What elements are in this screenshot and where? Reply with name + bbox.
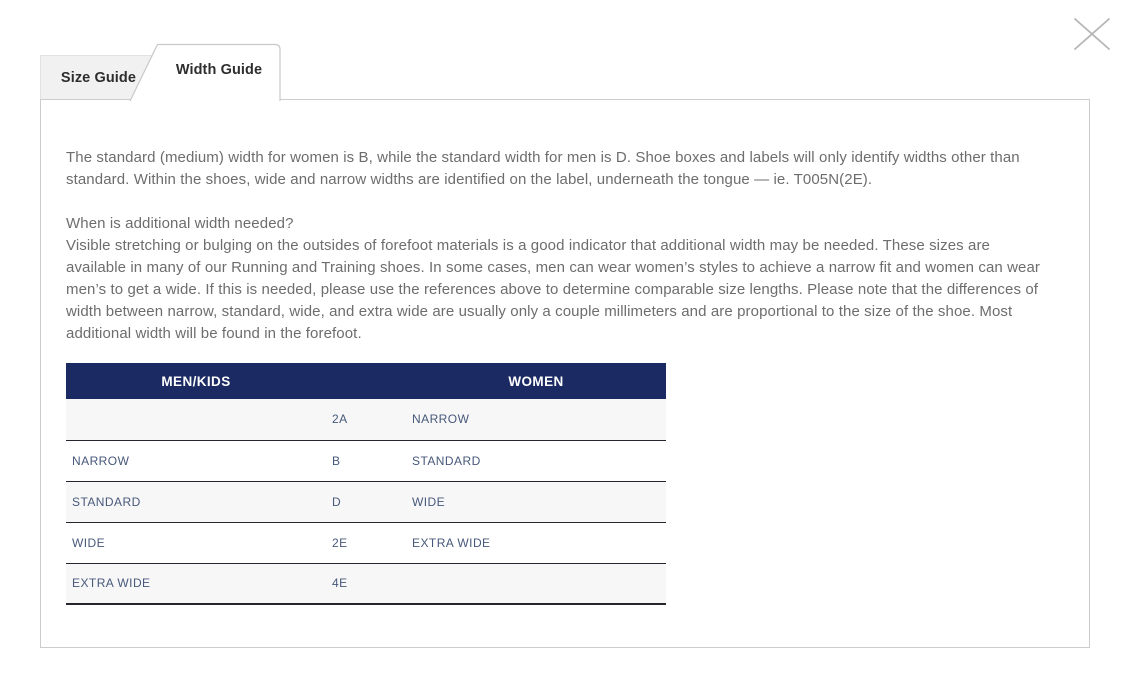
table-row	[66, 563, 666, 604]
table-header-row	[66, 363, 666, 399]
tab-size-guide-label: Size Guide	[60, 70, 137, 86]
intro-paragraph: The standard (medium) width for women is B, while the standard width for men is D. Shoe boxes and labels will only identify widths other than standard. Within the shoes, wide and narrow widths are identified on the label, underneath the tongue — ie. T005N(2E).	[66, 149, 1020, 188]
table-header-women: WOMEN	[406, 363, 666, 399]
width-guide-panel	[40, 99, 1090, 648]
close-icon	[1068, 10, 1116, 58]
table-cell: WIDE	[72, 535, 106, 550]
table-cell: 2A	[332, 412, 348, 427]
close-button[interactable]	[1068, 10, 1116, 58]
table-cell: NARROW	[72, 453, 130, 468]
width-comparison-table	[66, 363, 666, 605]
width-question: When is additional width needed?	[66, 215, 294, 232]
table-cell: B	[332, 453, 341, 468]
table-header-code	[326, 363, 406, 399]
table-cell	[66, 399, 326, 440]
table-cell: STANDARD	[72, 494, 141, 509]
table-cell: WIDE	[412, 494, 446, 509]
table-cell: NARROW	[412, 412, 470, 427]
table-row	[66, 399, 666, 440]
table-cell	[406, 563, 666, 604]
table-cell: STANDARD	[412, 453, 481, 468]
tab-width-guide-label: Width Guide	[175, 62, 263, 78]
table-cell: EXTRA WIDE	[412, 535, 491, 550]
table-cell: 4E	[332, 576, 348, 591]
width-answer: Visible stretching or bulging on the outsides of forefoot materials is a good indicator that additional width may be needed. These sizes are available in many of our Running and Training shoes. In some cases, men can wear women’s styles to achieve a narrow fit and women can wear men’s to get a wide. If this is needed, please use the references above to determine comparable size lengths. Please note that the differences of width between narrow, standard, wide, and extra wide are usually only a couple millimeters and are proportional to the size of the shoe. Most additional width will be found in the forefoot.	[66, 237, 1041, 342]
table-cell: EXTRA WIDE	[72, 576, 151, 591]
tab-width-guide[interactable]	[129, 43, 283, 101]
table-cell: D	[332, 494, 342, 509]
width-table-body	[66, 399, 666, 604]
table-row	[66, 481, 666, 522]
table-cell: 2E	[332, 535, 348, 550]
table-row	[66, 440, 666, 481]
table-row	[66, 522, 666, 563]
table-header-men-kids: MEN/KIDS	[66, 363, 326, 399]
